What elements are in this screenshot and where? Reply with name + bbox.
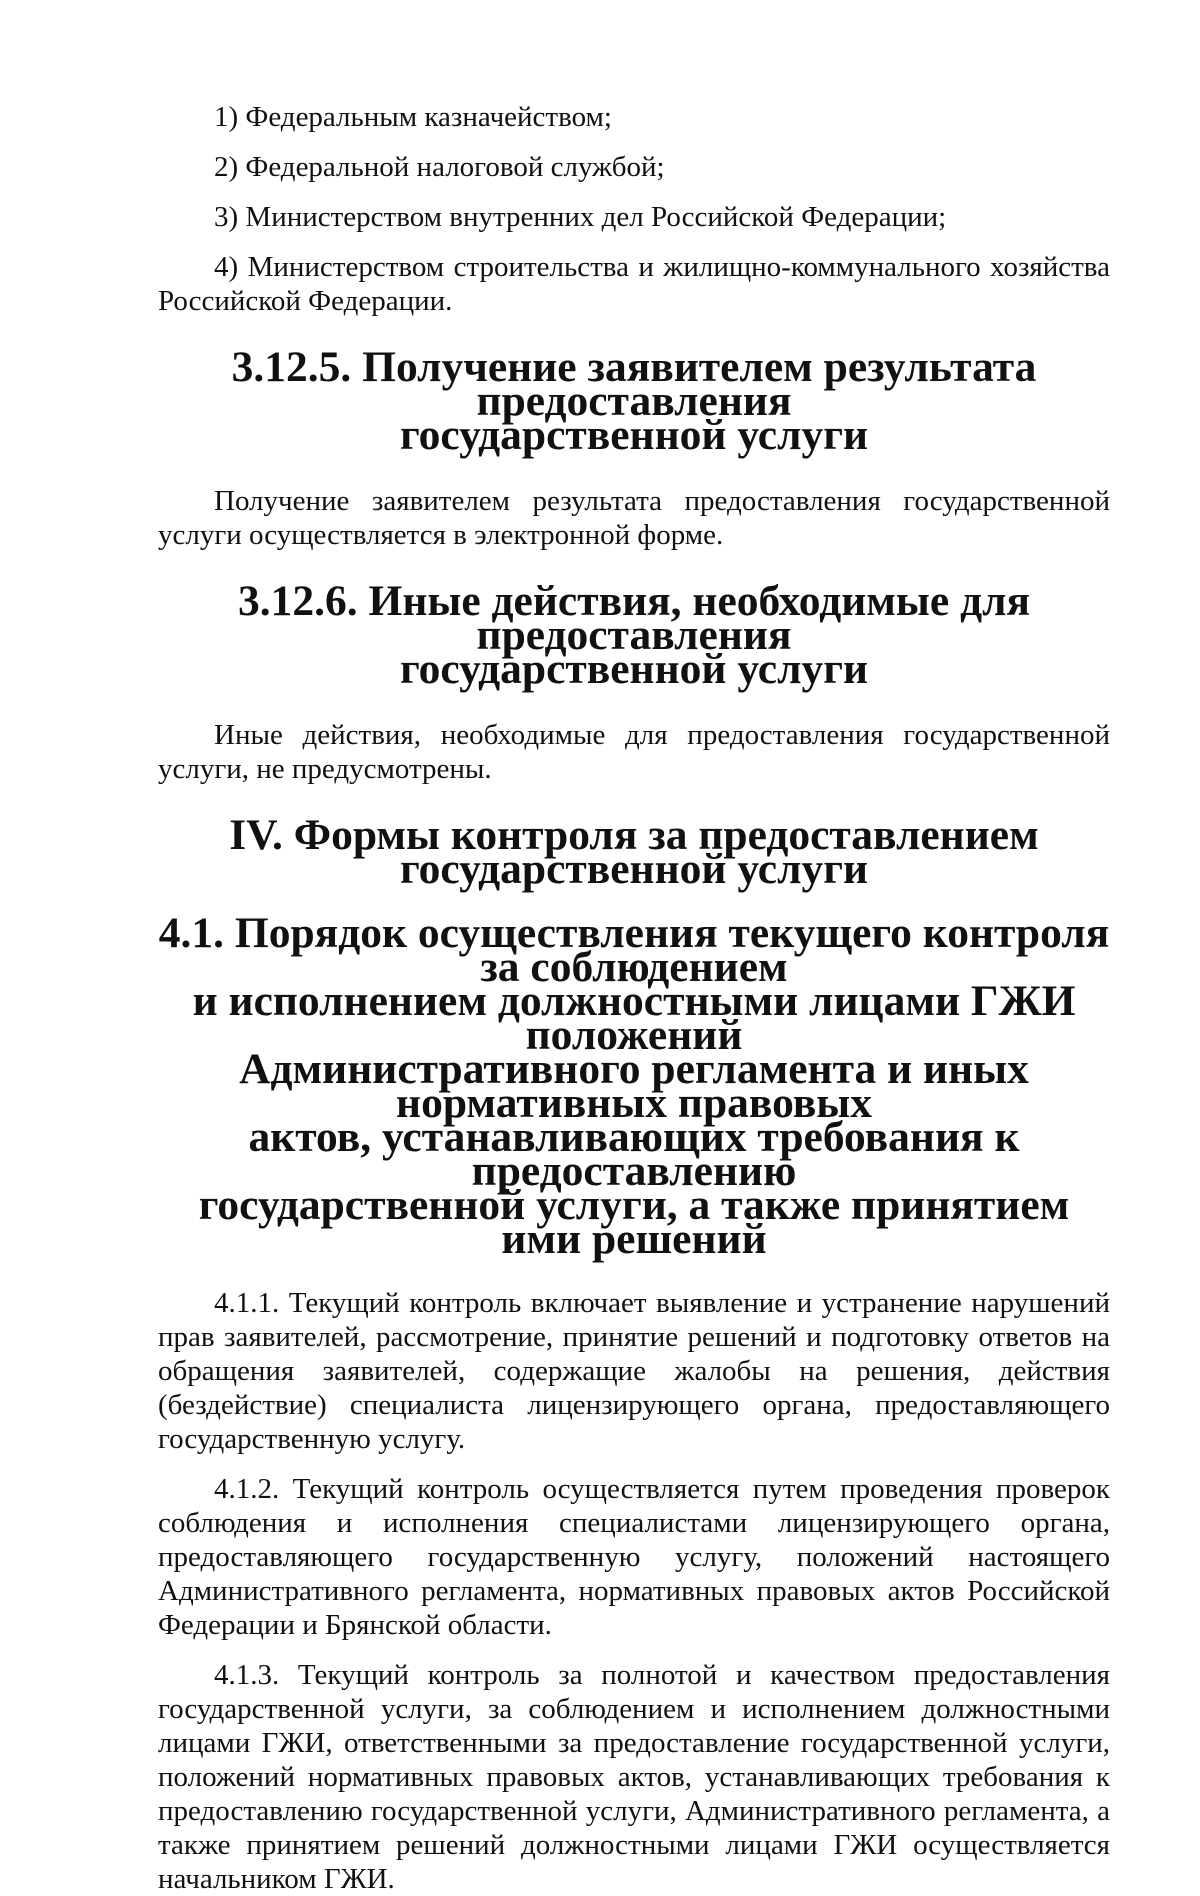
- section-heading-3-12-5: 3.12.5. Получение заявителем результата предоставления государственной услуги: [231, 343, 1037, 459]
- list-item: 2) Федеральной налоговой службой;: [214, 151, 665, 183]
- spacer: [158, 1642, 1110, 1658]
- spacer: [158, 1456, 1110, 1472]
- section-heading-4-1: 4.1. Порядок осуществления текущего контроля за соблюдением и исполнением должностными лицами ГЖИ положений Административного регламента и иных нормативных правовых актов, устанавливающих требования к предоставлению государственной услуги, а также принятием ими решений: [158, 909, 1110, 1263]
- section-text-3-12-5: Получение заявителем результата предоставления государственной услуги осуществляется в электронной форме.: [158, 485, 1110, 551]
- paragraph-4-1-3: 4.1.3. Текущий контроль за полнотой и качеством предоставления государственной услуги, за соблюдением и исполнением должностными лицами ГЖИ, ответственными за предоставление государственной услуги, положений нормативных правовых актов, устанавливающих требования к предоставлению государственной услуги, Административного регламента, а также принятием решений должностными лицами ГЖИ осуществляется начальником ГЖИ.: [158, 1659, 1110, 1895]
- section-text-3-12-6: Иные действия, необходимые для предоставления государственной услуги, не предусмотрены.: [158, 719, 1110, 785]
- list-item: 3) Министерством внутренних дел Российской Федерации;: [214, 201, 947, 233]
- document-body: [158, 100, 1110, 1896]
- list-item: 4) Министерством строительства и жилищно-коммунального хозяйства Российской Федерации.: [158, 251, 1110, 317]
- section-heading-3-12-6: 3.12.6. Иные действия, необходимые для предоставления государственной услуги: [237, 577, 1031, 693]
- paragraph-4-1-1: 4.1.1. Текущий контроль включает выявление и устранение нарушений прав заявителей, рассмотрение, принятие решений и подготовку ответов на обращения заявителей, содержащие жалобы на решения, действия (бездействие) специалиста лицензирующего органа, предоставляющего государственную услугу.: [158, 1287, 1110, 1455]
- chapter-heading-iv: IV. Формы контроля за предоставлением государственной услуги: [229, 811, 1039, 893]
- list-item: 1) Федеральным казначейством;: [214, 101, 612, 133]
- paragraph-4-1-2: 4.1.2. Текущий контроль осуществляется путем проведения проверок соблюдения и исполнения специалистами лицензирующего органа, предоставляющего государственную услугу, положений настоящего Административного регламента, нормативных правовых актов Российской Федерации и Брянской области.: [158, 1473, 1110, 1641]
